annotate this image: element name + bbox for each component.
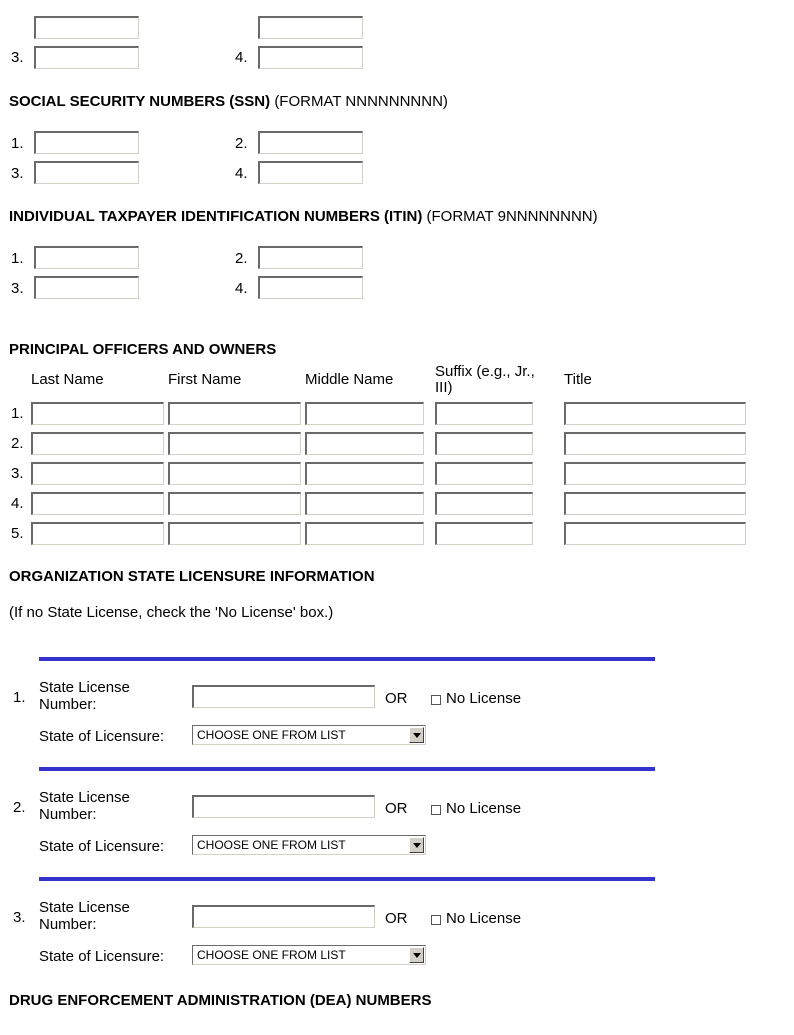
itin-format: (FORMAT 9NNNNNNNN) xyxy=(426,208,598,225)
top-field-1[interactable] xyxy=(34,16,139,39)
ssn-field-3[interactable] xyxy=(34,161,139,184)
officer-1-title-field[interactable] xyxy=(564,402,746,425)
state-of-licensure-label: State of Licensure: xyxy=(39,948,165,965)
top-field-2[interactable] xyxy=(258,16,363,39)
or-label: OR xyxy=(385,690,408,707)
officer-3-title-field[interactable] xyxy=(564,462,746,485)
state-license-number-field[interactable] xyxy=(192,905,375,928)
chevron-down-icon[interactable] xyxy=(409,727,424,743)
col-suffix: Suffix (e.g., Jr., III) xyxy=(435,363,535,396)
officer-1-suffix-field[interactable] xyxy=(435,402,533,425)
ssn-heading xyxy=(9,93,448,110)
ssn-label-1: 1. xyxy=(11,135,24,152)
ssn-label-2: 2. xyxy=(235,135,248,152)
officer-4-title-field[interactable] xyxy=(564,492,746,515)
officer-row-label: 4. xyxy=(11,495,24,512)
officer-2-last-name-field[interactable] xyxy=(31,432,164,455)
officer-1-middle-name-field[interactable] xyxy=(305,402,424,425)
top-field-4[interactable] xyxy=(258,46,363,69)
officer-row-label: 3. xyxy=(11,465,24,482)
state-select-value: CHOOSE ONE FROM LIST xyxy=(197,838,346,852)
ssn-heading-text: SOCIAL SECURITY NUMBERS (SSN) xyxy=(9,93,271,110)
state-of-licensure-select[interactable] xyxy=(192,835,426,855)
itin-label-1: 1. xyxy=(11,250,24,267)
license-entry-number: 1. xyxy=(13,689,26,706)
or-label: OR xyxy=(385,800,408,817)
itin-heading-text: INDIVIDUAL TAXPAYER IDENTIFICATION NUMBERS (ITIN) xyxy=(9,208,423,225)
top-label-3: 3. xyxy=(11,49,24,66)
col-last-name: Last Name xyxy=(31,371,104,388)
officer-5-suffix-field[interactable] xyxy=(435,522,533,545)
officer-row-label: 2. xyxy=(11,435,24,452)
state-of-licensure-label: State of Licensure: xyxy=(39,728,165,745)
col-first-name: First Name xyxy=(168,371,242,388)
chevron-down-icon[interactable] xyxy=(409,947,424,963)
no-license-label: No License xyxy=(446,690,522,707)
officers-heading: PRINCIPAL OFFICERS AND OWNERS xyxy=(9,341,277,358)
officer-row-label: 5. xyxy=(11,525,24,542)
state-license-number-label: State License Number: xyxy=(39,789,130,823)
itin-field-4[interactable] xyxy=(258,276,363,299)
section-divider xyxy=(39,767,655,771)
officer-3-last-name-field[interactable] xyxy=(31,462,164,485)
officer-3-middle-name-field[interactable] xyxy=(305,462,424,485)
state-select-value: CHOOSE ONE FROM LIST xyxy=(197,948,346,962)
license-entry-number: 2. xyxy=(13,799,26,816)
ssn-label-3: 3. xyxy=(11,165,24,182)
ssn-field-4[interactable] xyxy=(258,161,363,184)
officer-1-first-name-field[interactable] xyxy=(168,402,301,425)
licensure-heading: ORGANIZATION STATE LICENSURE INFORMATION xyxy=(9,568,375,585)
officer-5-title-field[interactable] xyxy=(564,522,746,545)
officer-2-title-field[interactable] xyxy=(564,432,746,455)
top-field-3[interactable] xyxy=(34,46,139,69)
chevron-down-icon[interactable] xyxy=(409,837,424,853)
state-of-licensure-select[interactable] xyxy=(192,945,426,965)
itin-heading xyxy=(9,208,598,225)
officer-2-first-name-field[interactable] xyxy=(168,432,301,455)
licensure-note: (If no State License, check the 'No License' box.) xyxy=(9,604,334,621)
state-license-number-label: State License Number: xyxy=(39,899,130,933)
license-entry-number: 3. xyxy=(13,909,26,926)
ssn-field-1[interactable] xyxy=(34,131,139,154)
section-divider xyxy=(39,877,655,881)
officer-4-suffix-field[interactable] xyxy=(435,492,533,515)
itin-field-2[interactable] xyxy=(258,246,363,269)
itin-label-4: 4. xyxy=(235,280,248,297)
officer-row-label: 1. xyxy=(11,405,24,422)
officer-4-first-name-field[interactable] xyxy=(168,492,301,515)
officer-4-last-name-field[interactable] xyxy=(31,492,164,515)
col-middle-name: Middle Name xyxy=(305,371,394,388)
col-title: Title xyxy=(564,371,592,388)
ssn-label-4: 4. xyxy=(235,165,248,182)
officer-2-suffix-field[interactable] xyxy=(435,432,533,455)
itin-label-2: 2. xyxy=(235,250,248,267)
no-license-label: No License xyxy=(446,800,522,817)
dea-heading: DRUG ENFORCEMENT ADMINISTRATION (DEA) NUMBERS xyxy=(9,992,432,1009)
state-license-number-label: State License Number: xyxy=(39,679,130,713)
state-of-licensure-label: State of Licensure: xyxy=(39,838,165,855)
top-label-4: 4. xyxy=(235,49,248,66)
no-license-checkbox[interactable] xyxy=(431,915,441,925)
state-select-value: CHOOSE ONE FROM LIST xyxy=(197,728,346,742)
state-license-number-field[interactable] xyxy=(192,795,375,818)
no-license-checkbox[interactable] xyxy=(431,805,441,815)
officer-1-last-name-field[interactable] xyxy=(31,402,164,425)
itin-field-3[interactable] xyxy=(34,276,139,299)
officer-4-middle-name-field[interactable] xyxy=(305,492,424,515)
officer-3-first-name-field[interactable] xyxy=(168,462,301,485)
officer-5-middle-name-field[interactable] xyxy=(305,522,424,545)
state-of-licensure-select[interactable] xyxy=(192,725,426,745)
officer-5-first-name-field[interactable] xyxy=(168,522,301,545)
no-license-checkbox[interactable] xyxy=(431,695,441,705)
officer-2-middle-name-field[interactable] xyxy=(305,432,424,455)
ssn-format: (FORMAT NNNNNNNNN) xyxy=(274,93,448,110)
itin-label-3: 3. xyxy=(11,280,24,297)
or-label: OR xyxy=(385,910,408,927)
itin-field-1[interactable] xyxy=(34,246,139,269)
ssn-field-2[interactable] xyxy=(258,131,363,154)
no-license-label: No License xyxy=(446,910,522,927)
officer-5-last-name-field[interactable] xyxy=(31,522,164,545)
state-license-number-field[interactable] xyxy=(192,685,375,708)
officer-3-suffix-field[interactable] xyxy=(435,462,533,485)
section-divider xyxy=(39,657,655,661)
